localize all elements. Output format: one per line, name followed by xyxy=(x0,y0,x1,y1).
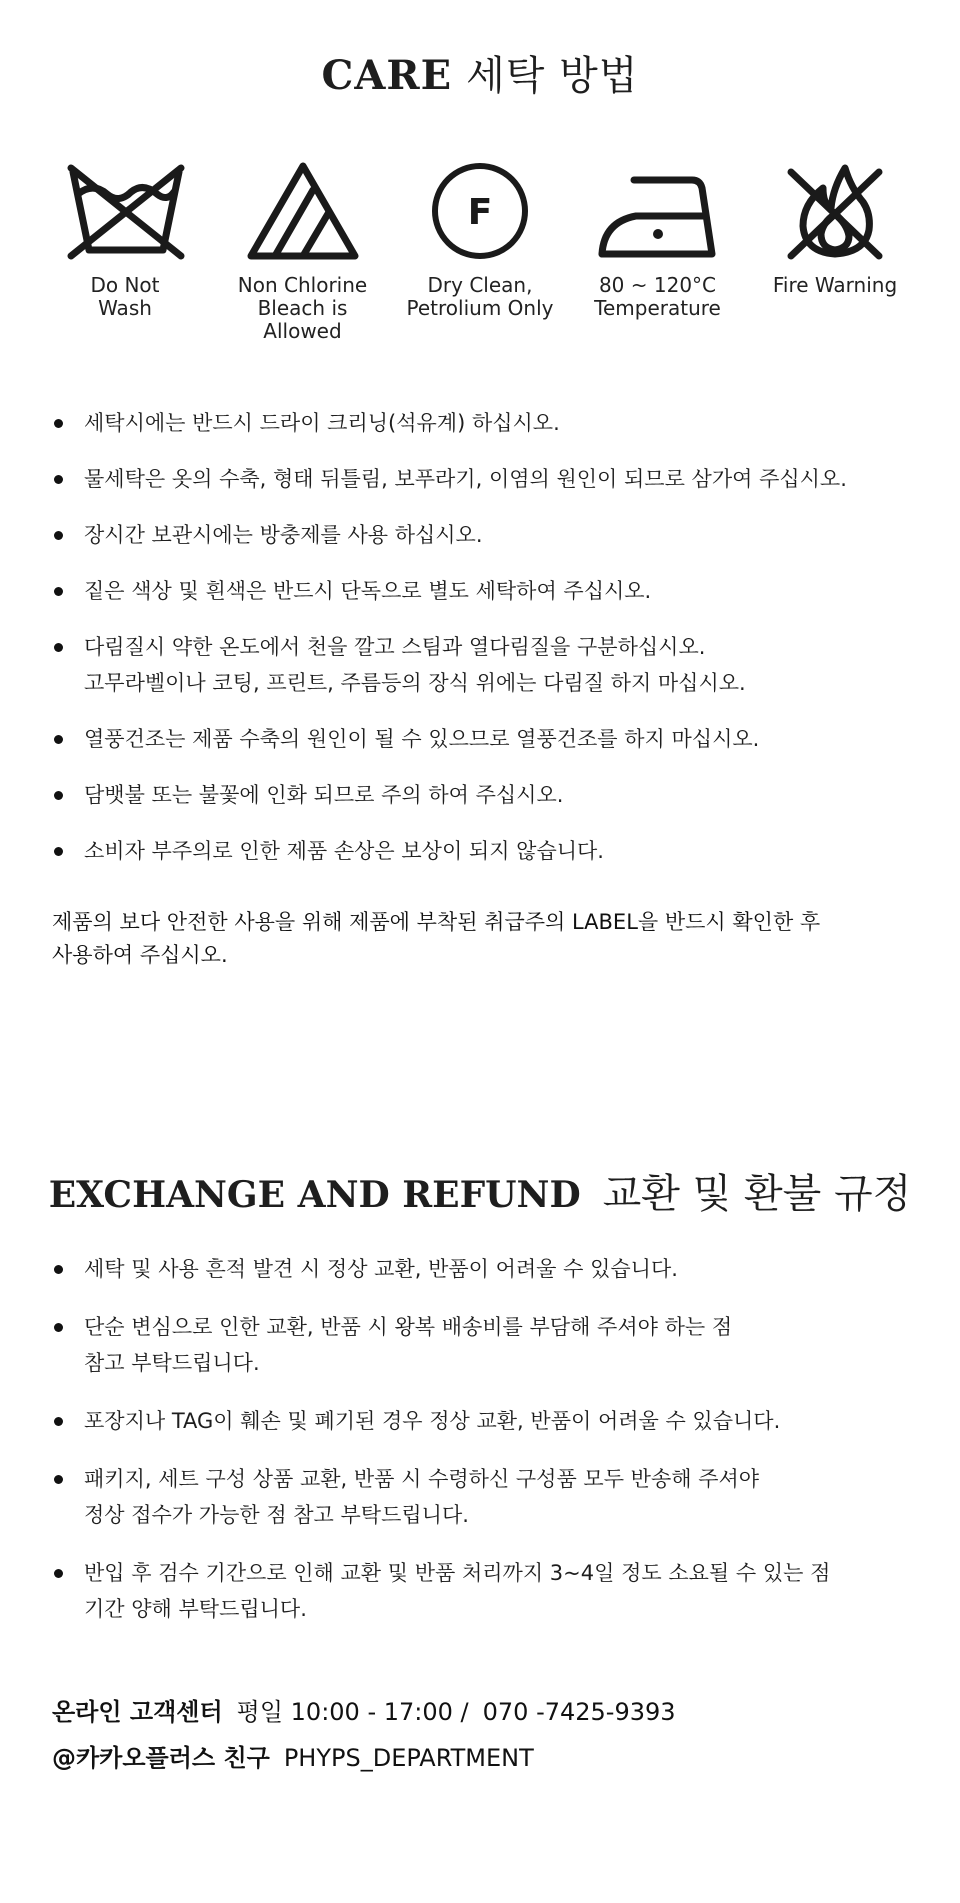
exchange-policy-item: 세탁 및 사용 흔적 발견 시 정상 교환, 반품이 어려울 수 있습니다. xyxy=(52,1251,922,1287)
care-symbols xyxy=(40,158,920,343)
exchange-policy-list xyxy=(52,1251,922,1649)
care-symbol-iron xyxy=(573,158,743,343)
kakao-plus-info xyxy=(52,1742,912,1774)
care-symbol-non-chlorine-bleach xyxy=(218,158,388,343)
customer-center-hours: 평일 10:00 - 17:00 / xyxy=(236,1698,469,1726)
exchange-title-ko: 교환 및 환불 규정 xyxy=(602,1171,912,1217)
care-instruction: 물세탁은 옷의 수축, 형태 뒤틀림, 보푸라기, 이염의 원인이 되므로 삼가여 주십시오. xyxy=(52,461,922,497)
care-title-ko: 세탁 방법 xyxy=(466,53,639,99)
care-instruction: 담뱃불 또는 불꽃에 인화 되므로 주의 하여 주십시오. xyxy=(52,777,922,813)
iron-label: 80 ~ 120°C Temperature xyxy=(594,273,721,320)
exchange-policy-item: 반입 후 검수 기간으로 인해 교환 및 반품 처리까지 3~4일 정도 소요될 수 있는 점 기간 양해 부탁드립니다. xyxy=(52,1555,922,1627)
customer-center-label: 온라인 고객센터 xyxy=(52,1698,223,1726)
care-instruction: 장시간 보관시에는 방충제를 사용 하십시오. xyxy=(52,517,922,553)
care-instruction: 세탁시에는 반드시 드라이 크리닝(석유계) 하십시오. xyxy=(52,405,922,441)
non-chlorine-bleach-label: Non Chlorine Bleach is Allowed xyxy=(237,273,368,343)
do-not-wash-label: Do Not Wash xyxy=(90,273,160,320)
care-instruction: 다림질시 약한 온도에서 천을 깔고 스팀과 열다림질을 구분하십시오. 고무라벨이나 코팅, 프린트, 주름등의 장식 위에는 다림질 하지 마십시오. xyxy=(52,629,922,701)
care-title-en: CARE xyxy=(321,52,453,99)
care-symbol-fire-warning xyxy=(750,158,920,343)
care-instruction: 열풍건조는 제품 수축의 원인이 될 수 있으므로 열풍건조를 하지 마십시오. xyxy=(52,721,922,757)
care-instruction: 짙은 색상 및 흰색은 반드시 단독으로 별도 세탁하여 주십시오. xyxy=(52,573,922,609)
do-not-wash-icon xyxy=(63,158,187,264)
care-instruction: 소비자 부주의로 인한 제품 손상은 보상이 되지 않습니다. xyxy=(52,833,922,869)
iron-icon xyxy=(596,158,720,264)
non-chlorine-bleach-icon xyxy=(241,158,365,264)
dry-clean-f-icon xyxy=(418,158,542,264)
exchange-title-en: EXCHANGE AND REFUND xyxy=(48,1174,581,1216)
exchange-policy-item: 패키지, 세트 구성 상품 교환, 반품 시 수령하신 구성품 모두 반송해 주셔야 정상 접수가 가능한 점 참고 부탁드립니다. xyxy=(52,1461,922,1533)
dry-clean-letter: F xyxy=(467,192,493,233)
care-instructions-list xyxy=(52,405,922,889)
care-symbol-dry-clean xyxy=(395,158,565,343)
customer-center-phone: 070 -7425-9393 xyxy=(482,1698,676,1726)
kakao-plus-label: @카카오플러스 친구 xyxy=(52,1744,270,1772)
exchange-title xyxy=(0,1162,960,1219)
customer-center-info xyxy=(52,1696,912,1728)
fire-warning-icon xyxy=(773,158,897,264)
care-label-notice: 제품의 보다 안전한 사용을 위해 제품에 부착된 취급주의 LABEL을 반드시 확인한 후 사용하여 주십시오. xyxy=(52,910,821,967)
fire-warning-label: Fire Warning xyxy=(772,273,898,297)
exchange-policy-item: 단순 변심으로 인한 교환, 반품 시 왕복 배송비를 부담해 주셔야 하는 점 참고 부탁드립니다. xyxy=(52,1309,922,1381)
exchange-policy-item: 포장지나 TAG이 훼손 및 폐기된 경우 정상 교환, 반품이 어려울 수 있습니다. xyxy=(52,1403,922,1439)
care-symbol-do-not-wash xyxy=(40,158,210,343)
kakao-plus-id: PHYPS_DEPARTMENT xyxy=(283,1744,534,1772)
care-title xyxy=(0,44,960,101)
dry-clean-label: Dry Clean, Petrolium Only xyxy=(406,273,554,320)
